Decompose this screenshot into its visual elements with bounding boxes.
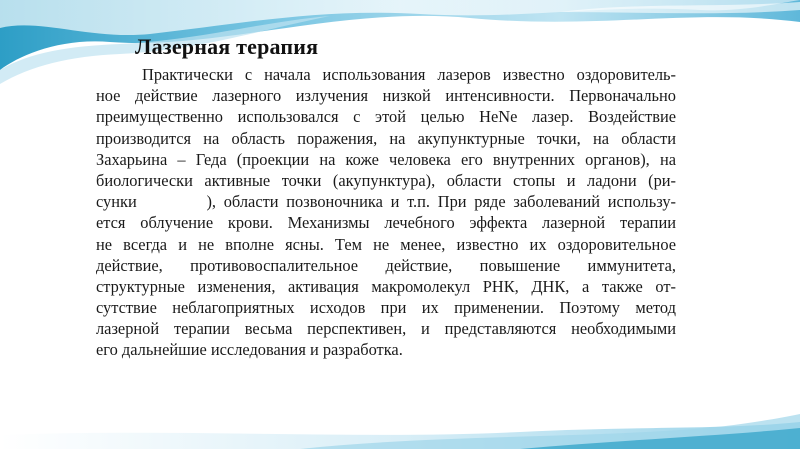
text-line: его дальнейшие исследования и разработка. bbox=[96, 340, 403, 360]
text-line: ное действие лазерного излучения низкой интенсивности. Первоначально bbox=[96, 86, 676, 106]
slide-title: Лазерная терапия bbox=[135, 34, 319, 59]
text-line: сунки ), области позвоночника и т.п. При ряде заболеваний использу- bbox=[96, 192, 676, 212]
text-line: действие, противовоспалительное действие, повышение иммунитета, bbox=[96, 255, 676, 275]
text-line: сутствие неблагоприятных исходов при их применении. Поэтому метод bbox=[96, 298, 676, 318]
text-line: ется облучение крови. Механизмы лечебного эффекта лазерной терапии bbox=[96, 213, 676, 233]
text-line: лазерной терапии весьма перспективен, и представляются необходимыми bbox=[96, 319, 676, 339]
text-line: биологически активные точки (акупунктура), области стопы и ладони (ри- bbox=[96, 170, 676, 190]
text-line: производится на область поражения, на акупунктурные точки, на области bbox=[96, 128, 676, 148]
bottom-wave-decoration bbox=[0, 414, 800, 449]
text-line: структурные изменения, активация макромолекул РНК, ДНК, а также от- bbox=[96, 276, 676, 296]
text-body bbox=[92, 62, 682, 359]
text-line: Практически с начала использования лазеров известно оздоровитель- bbox=[142, 65, 676, 84]
text-line: Захарьина – Геда (проекции на коже человека его внутренних органов), на bbox=[96, 149, 676, 169]
text-line: не всегда и не вполне ясны. Тем не менее, известно их оздоровительное bbox=[96, 234, 676, 254]
text-line: преимущественно использовался с этой целью HeNe лазер. Воздействие bbox=[96, 107, 676, 127]
